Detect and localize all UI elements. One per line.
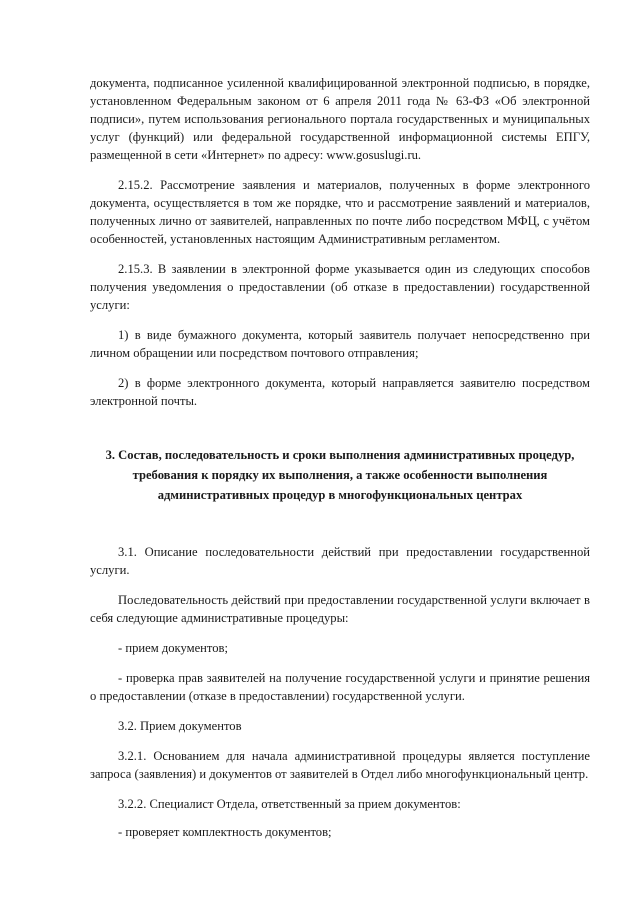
paragraph-3-2-1: 3.2.1. Основанием для начала административной процедуры является поступление запроса (заявления) и документов от заявителей в Отдел либо многофункциональный центр. — [90, 749, 590, 781]
list-item-receiving-documents: - прием документов; — [118, 641, 228, 655]
paragraph-3-2: 3.2. Прием документов — [118, 719, 242, 733]
list-item-paper-document: 1) в виде бумажного документа, который заявитель получает непосредственно при личном обращении или посредством почтового отправления; — [90, 328, 590, 360]
section-3-heading-line-1: 3. Состав, последовательность и сроки выполнения административных процедур, — [105, 448, 575, 462]
paragraph-sequence-of-actions: Последовательность действий при предоставлении государственной услуги включает в себя следующие административные процедуры: — [90, 593, 590, 625]
paragraph-electronic-signature: документа, подписанное усиленной квалифицированной электронной подписью, в порядке, установленном Федеральным законом от 6 апреля 2011 года № 63-ФЗ «Об электронной подписи», путем использования регионального портала государственных и муниципальных услуг (функций) или федеральной государственной информационной системы ЕПГУ, размещенной в сети «Интернет» по адресу: www.gosuslugi.ru. — [90, 76, 590, 162]
paragraph-3-2-2: 3.2.2. Специалист Отдела, ответственный за прием документов: — [118, 797, 461, 811]
paragraph-2-15-3: 2.15.3. В заявлении в электронной форме указывается один из следующих способов получения уведомления о предоставлении (об отказе в предоставлении) государственной услуги: — [90, 262, 590, 312]
paragraph-3-1: 3.1. Описание последовательности действий при предоставлении государственной услуги. — [90, 545, 590, 577]
section-3-heading-line-2: требования к порядку их выполнения, а также особенности выполнения — [132, 468, 548, 482]
section-3-heading-line-3: административных процедур в многофункциональных центрах — [157, 488, 523, 502]
section-3-heading — [90, 445, 590, 505]
list-item-electronic-document: 2) в форме электронного документа, который направляется заявителю посредством электронной почты. — [90, 376, 590, 408]
list-item-checking-rights: - проверка прав заявителей на получение государственной услуги и принятие решения о предоставлении (отказе в предоставлении) государственной услуги. — [90, 671, 590, 703]
list-item-checks-completeness: - проверяет комплектность документов; — [118, 825, 332, 839]
paragraph-2-15-2: 2.15.2. Рассмотрение заявления и материалов, полученных в форме электронного документа, осуществляется в том же порядке, что и рассмотрение заявлений и материалов, полученных лично от заявителей, направленных по почте либо посредством МФЦ, с учётом особенностей, установленных настоящим Административным регламентом. — [90, 178, 590, 246]
document-page — [90, 74, 590, 841]
